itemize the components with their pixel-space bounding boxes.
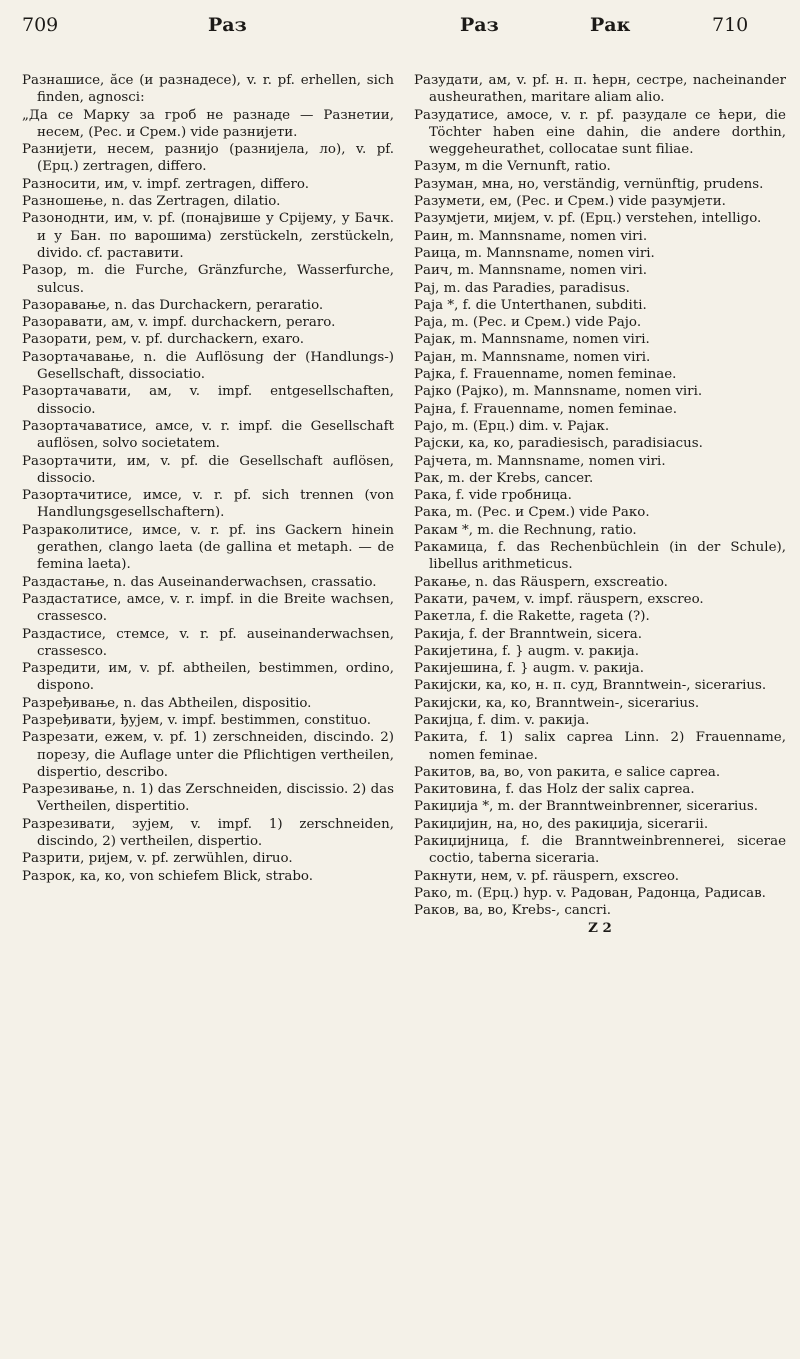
dictionary-entry: Разортачитисе, имсе, v. r. pf. sich trennen (von Handlungsgesellschaftern).: [22, 488, 394, 521]
dictionary-entry: Разнашисе, ăсе (и разнадесе), v. r. pf. erhellen, sich finden, agnosci:: [22, 73, 394, 106]
dictionary-entry: Ракијца, f. dim. v. ракија.: [414, 712, 590, 728]
dictionary-entry: Рајчета, m. Mannsname, nomen viri.: [414, 453, 666, 469]
left-column: [22, 72, 394, 1342]
dictionary-entry: Ракијски, ка, ко, н. п. суд, Branntwein-, sicerarius.: [414, 678, 767, 694]
dictionary-entry: Ракнути, нем, v. pf. räuspern, exscreo.: [414, 868, 680, 884]
dictionary-entry: Ракија, f. der Branntwein, sicera.: [414, 626, 642, 642]
dictionary-entry: Рајко (Рајко), m. Mannsname, nomen viri.: [414, 384, 703, 400]
page-number-left: 709: [22, 14, 59, 36]
dictionary-entry: Разређивати, ђујем, v. impf. bestimmen, constituo.: [22, 712, 371, 728]
dictionary-entry: Раја, m. (Рес. и Срем.) vide Рајо.: [414, 315, 642, 331]
dictionary-entry: Разрити, ријем, v. pf. zerwühlen, diruo.: [22, 851, 293, 867]
dictionary-entry: Ракетла, f. die Rakette, rageta (?).: [414, 609, 650, 625]
dictionary-entry: Разређивање, n. das Abtheilen, dispositio.: [22, 695, 312, 711]
dictionary-entry: Рака, f. vide гробница.: [414, 488, 572, 504]
dictionary-entry: Разношење, n. das Zertragen, dilatio.: [22, 194, 281, 210]
dictionary-entry: Ракам *, m. die Rechnung, ratio.: [414, 522, 637, 538]
dictionary-entry: Ракијски, ка, ко, Branntwein-, sicerarius.: [414, 695, 700, 711]
dictionary-entry: Разоравати, ам, v. impf. durchackern, peraro.: [22, 315, 336, 331]
dictionary-entry: Разоравање, n. das Durchackern, peraratio.: [22, 297, 324, 313]
dictionary-entry: Рако, m. (Ерц.) hyp. v. Радован, Радонца, Радисав.: [414, 885, 766, 901]
catchword-right-first: Раз: [460, 14, 499, 36]
dictionary-entry: Рака, m. (Рес. и Срем.) vide Рако.: [414, 505, 650, 521]
dictionary-entry: Разортачавање, n. die Auflösung der (Handlungs-) Gesellschaft, dissociatio.: [22, 349, 394, 383]
dictionary-entry: Разум, m die Vernunft, ratio.: [414, 159, 611, 175]
dictionary-entry: Ракиџијница, f. die Branntweinbrennerei, sicerae coctio, taberna siceraria.: [414, 834, 786, 867]
dictionary-entry: Разраколитисе, имсе, v. r. pf. ins Gackern hinein gerathen, clango laeta (de gallina et metaph. — de femina laeta).: [22, 522, 394, 573]
dictionary-entry: Рајна, f. Frauenname, nomen feminae.: [414, 401, 677, 417]
catchword-left: Раз: [208, 14, 247, 36]
dictionary-entry: Рак, m. der Krebs, cancer.: [414, 470, 594, 486]
dictionary-entry: Ракамица, f. das Rechenbüchlein (in der Schule), libellus arithmeticus.: [414, 540, 786, 573]
dictionary-entry: Ракита, f. 1) salix caprea Linn. 2) Frauenname, nomen feminae.: [414, 730, 786, 763]
dictionary-entry: Рајан, m. Mannsname, nomen viri.: [414, 349, 651, 365]
dictionary-entry: Разумјети, мијем, v. pf. (Ерц.) verstehen, intelligo.: [414, 211, 762, 227]
dictionary-entry: Раков, ва, во, Krebs-, cancri.: [414, 903, 611, 919]
catchword-right-last: Рак: [590, 14, 631, 36]
dictionary-entry: Рајски, ка, ко, paradiesisch, paradisiacus.: [414, 436, 703, 452]
dictionary-entry: Рај, m. das Paradies, paradisus.: [414, 280, 630, 296]
dictionary-entry: Разудати, ам, v. pf. н. п. ћерн, сестре, nacheinander ausheurathen, maritare aliam alio.: [414, 73, 786, 106]
dictionary-entry: „Да се Марку за гроб не разнаде — Разнетии, несем, (Рес. и Срем.) vide разнијети.: [22, 107, 394, 140]
dictionary-entry: Разнијети, несем, разнијо (разнијела, ло), v. pf. (Ерц.) zertragen, differo.: [22, 142, 394, 175]
dictionary-entry: Раин, m. Mannsname, nomen viri.: [414, 228, 648, 244]
dictionary-entry: Разрезати, ежем, v. pf. 1) zerschneiden, discindo. 2) порезу, die Auflage unter die Pflichtigen vertheilen, dispertio, describo.: [22, 730, 394, 780]
dictionary-entry: Разортачаватисе, амсе, v. r. impf. die Gesellschaft auflösen, solvo societatem.: [22, 418, 394, 452]
dictionary-entry: Рајо, m. (Ерц.) dim. v. Рајак.: [414, 418, 610, 434]
dictionary-entry: Разумети, ем, (Рес. и Срем.) vide разумјети.: [414, 194, 726, 210]
dictionary-entry: Раич, m. Mannsname, nomen viri.: [414, 263, 648, 279]
dictionary-entry: Ракиџија *, m. der Branntweinbrenner, sicerarius.: [414, 799, 759, 815]
dictionary-entry: Раздастатисе, амсе, v. r. impf. in die Breite wachsen, crassesco.: [22, 591, 394, 625]
dictionary-entry: Рајак, m. Mannsname, nomen viri.: [414, 332, 650, 348]
page-number-right: 710: [712, 14, 749, 36]
dictionary-entry: Разорати, рем, v. pf. durchackern, exaro.: [22, 332, 304, 348]
dictionary-entry: Разредити, им, v. pf. abtheilen, bestimmen, ordino, dispono.: [22, 661, 394, 694]
dictionary-entry: Разортачавати, ам, v. impf. entgesellschaften, dissocio.: [22, 384, 394, 417]
signature-mark: Z 2: [588, 919, 612, 936]
dictionary-entry: Разносити, им, v. impf. zertragen, differo.: [22, 176, 309, 192]
dictionary-entry: Ракијетина, f. } augm. v. ракија.: [414, 643, 640, 659]
running-head: [0, 14, 800, 44]
dictionary-entry: Разоноднти, им, v. pf. (понајвише у Срijему, у Бачк. и у Бан. по варошима) zerstückeln, zerstückeln, divido. cf. раставити.: [22, 211, 394, 261]
dictionary-entry: Разрезивати, зујем, v. impf. 1) zerschneiden, discindo, 2) vertheilen, dispertio.: [22, 816, 394, 850]
dictionary-entry: Раздастисе, стемсе, v. r. pf. auseinanderwachsen, crassesco.: [22, 626, 394, 659]
dictionary-entry: Ракитов, ва, во, von ракита, e salice caprea.: [414, 764, 721, 780]
dictionary-entry: Разуман, мна, но, verständig, vernünftig, prudens.: [414, 176, 764, 192]
dictionary-entry: Рајка, f. Frauenname, nomen feminae.: [414, 367, 677, 383]
dictionary-entry: Раздастање, n. das Auseinanderwachsen, crassatio.: [22, 574, 377, 590]
dictionary-entry: Ракиџијин, на, но, des ракиџија, siceraгii.: [414, 816, 709, 832]
dictionary-entry: Разор, m. die Furche, Gränzfurche, Wasserfurche, sulcus.: [22, 263, 394, 296]
dictionary-entry: Разудатисе, амосе, v. r. pf. разудале се ћери, die Töchter haben eine dahin, die andere dorthin, weggeheurathet, collocatae sunt filiae.: [414, 107, 786, 158]
right-column: [414, 72, 786, 1342]
dictionary-entry: Разрезивање, n. 1) das Zerschneiden, discissio. 2) das Vertheilen, dispertitio.: [22, 782, 394, 815]
dictionary-entry: Ракати, рачем, v. impf. räuspern, exscreo.: [414, 591, 704, 607]
dictionary-entry: Раја *, f. die Unterthanen, subditi.: [414, 297, 647, 313]
dictionary-entry: Ракијешина, f. } augm. v. ракија.: [414, 661, 645, 677]
dictionary-entry: Ракитовина, f. das Holz der salix caprea.: [414, 782, 695, 798]
dictionary-entry: Разортачити, им, v. pf. die Gesellschaft auflösen, dissocio.: [22, 453, 394, 486]
dictionary-entry: Ракање, n. das Räuspern, exscreatio.: [414, 574, 668, 590]
dictionary-entry: Разрок, ка, ко, von schiefem Blick, strabo.: [22, 868, 313, 884]
dictionary-entry: Раица, m. Mannsname, nomen viri.: [414, 245, 655, 261]
